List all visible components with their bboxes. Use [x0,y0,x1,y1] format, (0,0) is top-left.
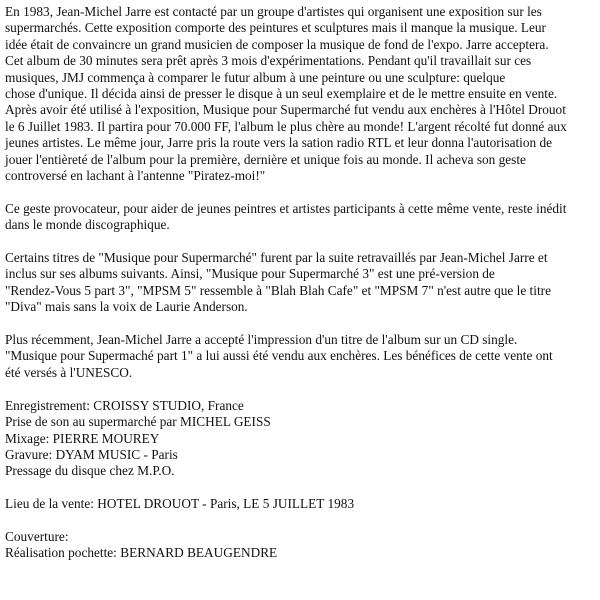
text-line: "Rendez-Vous 5 part 3", "MPSM 5" ressemble à "Blah Blah Cafe" et "MPSM 7" n'est autre que le titre [5,282,551,298]
text-line: Cet album de 30 minutes sera prêt après 3 mois d'expérimentations. Pendant qu'il travaillait sur ces [5,53,532,69]
text-line: inclus sur ses albums suivants. Ainsi, "Musique pour Supermarché 3" est une pré-version de [5,266,495,282]
credits-production [5,398,595,480]
text-line: controversé en lachant à l'antenne "Piratez-moi!" [5,168,266,184]
text-line: "Diva" mais sans la voix de Laurie Anderson. [5,299,248,315]
text-line: Après avoir été utilisé à l'exposition, Musique pour Supermarché fut vendu aux enchères à l'Hôtel Drouot [5,102,566,118]
text-line: dans le monde discographique. [5,217,170,233]
paragraph-provocation [5,201,595,234]
text-line: Certains titres de "Musique pour Supermarché" furent par la suite retravaillés par Jean-Michel Jarre et [5,250,548,266]
text-line: le 6 Juillet 1983. Il partira pour 70.000 FF, l'album le plus chère au monde! L'argent récolté fut donné aux [5,118,567,134]
text-line: idée était de convaincre un grand musicien de composer la musique de fond de l'expo. Jarre acceptera. [5,36,549,52]
text-line: Plus récemment, Jean-Michel Jarre a accepté l'impression d'un titre de l'album sur un CD single. [5,332,518,348]
text-line: musiques, JMJ commença à comparer le futur album à une peinture ou une sculpture: quelque [5,69,506,85]
paragraph-cd-single [5,332,595,381]
credit-sale-location: Lieu de la vente: HOTEL DROUOT - Paris, LE 5 JUILLET 1983 [5,496,355,512]
text-line: jeunes artistes. Le même jour, Jarre pris la route vers la sation radio RTL et leur donna l'autorisation de [5,135,553,151]
text-line: En 1983, Jean-Michel Jarre est contacté par un groupe d'artistes qui organisent une exposition sur les [5,4,542,19]
credit-cover-design: Réalisation pochette: BERNARD BEAUGENDRE [5,545,278,561]
text-line: jouer l'entièreté de l'album pour la première, dernière et unique fois au monde. Il acheva son geste [5,151,526,167]
paragraph-reworked-tracks [5,250,595,316]
text-line: été versés à l'UNESCO. [5,364,133,380]
credit-sound: Prise de son au supermarché par MICHEL GEISS [5,414,271,430]
document-body [5,4,595,578]
credits-sale [5,496,595,512]
text-line: "Musique pour Supermaché part 1" a lui aussi été vendu aux enchères. Les bénéfices de cette vente ont [5,348,553,364]
paragraph-history [5,4,595,184]
credit-recording: Enregistrement: CROISSY STUDIO, France [5,397,244,413]
text-line: Ce geste provocateur, pour aider de jeunes peintres et artistes participants à cette même vente, reste inédit [5,200,567,216]
credit-cover-heading: Couverture: [5,528,69,544]
credit-pressing: Pressage du disque chez M.P.O. [5,463,175,479]
credit-mixing: Mixage: PIERRE MOUREY [5,430,160,446]
text-line: chose d'unique. Il décida ainsi de presser le disque à un seul exemplaire et de le mettre ensuite en vente. [5,86,558,102]
credit-engraving: Gravure: DYAM MUSIC - Paris [5,446,178,462]
text-line: supermarchés. Cette exposition comporte des peintures et sculptures mais il manque la musique. Leur [5,20,546,36]
credits-cover [5,529,595,562]
